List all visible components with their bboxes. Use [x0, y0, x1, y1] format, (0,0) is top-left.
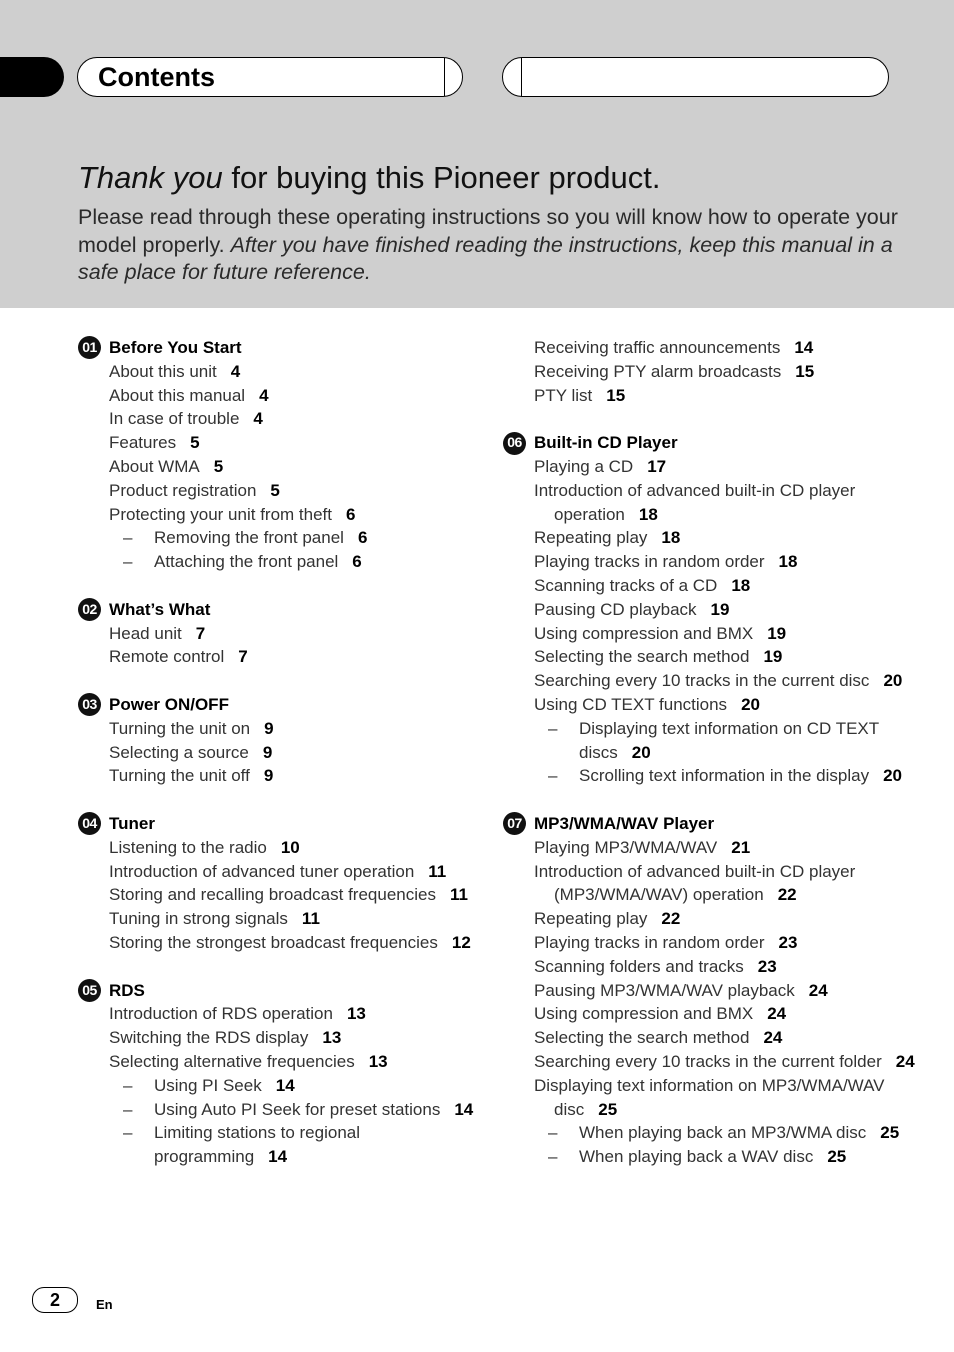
toc-page-number: 25	[827, 1147, 847, 1167]
section-title: Before You Start	[109, 338, 242, 357]
toc-item-text: Using PI Seek	[154, 1075, 262, 1095]
toc-item-text: Receiving traffic announcements	[534, 338, 781, 357]
toc-item[interactable]	[503, 574, 923, 598]
toc-page-number: 20	[883, 766, 903, 786]
toc-page-number: 9	[262, 742, 273, 762]
toc-item-text: Playing tracks in random order	[534, 552, 765, 572]
dash-bullet: –	[123, 552, 133, 572]
toc-item[interactable]	[503, 1002, 923, 1026]
toc-item[interactable]	[503, 1026, 923, 1050]
section-number-badge: 05	[78, 979, 101, 1002]
section-title: Tuner	[109, 813, 155, 833]
toc-section-heading[interactable]	[78, 979, 478, 1003]
toc-page-number: 4	[259, 385, 269, 405]
toc-page-number: 19	[763, 647, 783, 667]
toc-item-text: Head unit	[109, 623, 182, 643]
toc-page-number: 18	[661, 528, 681, 548]
toc-item[interactable]	[503, 1050, 923, 1074]
toc-page-number: 14	[268, 1147, 288, 1167]
toc-page-number: 18	[778, 552, 798, 572]
toc-item-text: Playing a CD	[534, 456, 634, 476]
toc-page-number: 24	[763, 1028, 783, 1048]
section-tab-marker	[0, 57, 64, 97]
toc-page-number: 11	[449, 885, 468, 905]
toc-right-sections	[503, 431, 923, 1169]
toc-item-text: Playing tracks in random order	[534, 932, 765, 952]
toc-item[interactable]	[78, 407, 478, 431]
toc-page-number: 6	[346, 504, 356, 524]
toc-page-number: 23	[778, 932, 798, 952]
contents-title-box	[77, 57, 463, 97]
toc-item-text: Selecting alternative frequencies	[109, 1051, 355, 1071]
dash-bullet: –	[548, 1147, 558, 1167]
toc-page-number: 7	[195, 623, 206, 643]
toc-subitem[interactable]	[78, 1074, 478, 1098]
toc-item-text: Displaying text information on CD TEXT discs	[579, 718, 879, 762]
page-title: Contents	[98, 62, 215, 92]
title-box-divider	[444, 58, 445, 96]
dash-bullet: –	[123, 528, 133, 548]
toc-item[interactable]	[503, 669, 923, 693]
toc-page-number: 9	[264, 718, 274, 738]
toc-section	[78, 812, 478, 955]
toc-item-text: Using compression and BMX	[534, 623, 754, 643]
toc-item-text: Features	[109, 433, 177, 453]
toc-continued-items	[503, 336, 923, 407]
toc-item-text: Attaching the front panel	[154, 552, 339, 572]
thank-you-italic: Thank you	[78, 160, 223, 195]
toc-page-number: 6	[352, 552, 362, 572]
toc-item[interactable]	[503, 598, 923, 622]
toc-item[interactable]	[78, 479, 478, 503]
toc-item[interactable]	[503, 979, 923, 1003]
toc-page-number: 14	[454, 1099, 474, 1119]
toc-page-number: 11	[301, 909, 320, 929]
toc-item[interactable]	[503, 860, 923, 908]
toc-page-number: 24	[808, 980, 828, 1000]
language-code: En	[96, 1297, 113, 1312]
toc-page-number: 13	[322, 1028, 342, 1048]
toc-page-number: 25	[598, 1099, 618, 1119]
intro-plain: Please read through these operating instructions so you will know how to operate your model properly.	[78, 205, 898, 257]
toc-item-text: Turning the unit on	[109, 718, 251, 738]
toc-item-text: Pausing CD playback	[534, 599, 697, 619]
toc-item[interactable]	[503, 384, 923, 408]
toc-page-number: 5	[190, 433, 200, 453]
toc-item-text: When playing back an MP3/WMA disc	[579, 1123, 867, 1143]
toc-item-text: Scanning tracks of a CD	[534, 575, 718, 595]
toc-page-number: 7	[238, 647, 248, 667]
dash-bullet: –	[548, 1123, 558, 1143]
section-number-badge: 03	[78, 693, 101, 716]
section-title: RDS	[109, 980, 145, 1000]
toc-item-text: Pausing MP3/WMA/WAV playback	[534, 980, 795, 1000]
toc-page-number: 5	[213, 456, 224, 476]
toc-page-number: 12	[451, 932, 471, 952]
toc-page-number: 22	[661, 909, 681, 929]
toc-item[interactable]	[78, 907, 478, 931]
toc-page-number: 24	[767, 1004, 787, 1024]
toc-page-number: 13	[368, 1051, 388, 1071]
toc-item-text: Tuning in strong signals	[109, 909, 288, 929]
toc-item[interactable]	[503, 1074, 923, 1122]
section-title: Power ON/OFF	[109, 694, 229, 714]
toc-page-number: 18	[731, 575, 751, 595]
toc-item-text: Repeating play	[534, 909, 648, 929]
section-title: What’s What	[109, 599, 211, 619]
section-title: Built-in CD Player	[534, 433, 678, 453]
toc-item[interactable]	[503, 693, 923, 717]
toc-subitem[interactable]	[503, 1121, 923, 1145]
toc-page-number: 14	[275, 1075, 295, 1095]
toc-page-number: 21	[731, 837, 751, 857]
toc-item[interactable]	[78, 717, 478, 741]
toc-page-number: 4	[253, 409, 263, 429]
dash-bullet: –	[123, 1099, 133, 1119]
toc-page-number: 20	[741, 694, 760, 714]
toc-item[interactable]	[503, 645, 923, 669]
toc-left-column	[78, 336, 478, 1193]
toc-item-text: Repeating play	[534, 528, 648, 548]
toc-section-heading[interactable]	[503, 431, 923, 455]
toc-page-number: 20	[631, 742, 651, 762]
toc-item-text: Introduction of RDS operation	[109, 1004, 333, 1024]
toc-item-text: Limiting stations to regional programming	[154, 1123, 361, 1167]
section-number-badge: 06	[503, 432, 526, 455]
toc-page-number: 20	[883, 671, 903, 691]
toc-item-text: About WMA	[109, 456, 200, 476]
toc-page-number: 11	[428, 861, 447, 881]
toc-page-number: 6	[357, 528, 368, 548]
toc-page-number: 4	[230, 361, 241, 381]
toc-item[interactable]	[78, 622, 478, 646]
toc-section	[78, 693, 478, 788]
thank-you-rest: for buying this Pioneer product.	[222, 160, 661, 195]
toc-page-number: 15	[606, 385, 626, 405]
toc-item-text: Searching every 10 tracks in the current disc	[534, 671, 870, 691]
toc-subitem[interactable]	[78, 1121, 478, 1169]
toc-item[interactable]	[78, 360, 478, 384]
toc-section	[78, 336, 478, 574]
toc-item-text: Playing MP3/WMA/WAV	[534, 837, 718, 857]
toc-page-number: 22	[777, 885, 797, 905]
toc-page-number: 19	[710, 599, 730, 619]
toc-subitem[interactable]	[503, 764, 923, 788]
toc-item[interactable]	[503, 550, 923, 574]
toc-page-number: 10	[280, 837, 300, 857]
toc-item-text: Protecting your unit from theft	[109, 504, 332, 524]
toc-subitem[interactable]	[78, 526, 478, 550]
toc-subitem[interactable]	[78, 550, 478, 574]
toc-subitem[interactable]	[503, 1145, 923, 1169]
toc-item-text: Introduction of advanced built-in CD player (MP3/WMA/WAV) operation	[534, 861, 856, 905]
toc-item-text: Selecting the search method	[534, 1028, 750, 1048]
toc-item[interactable]	[78, 883, 478, 907]
toc-item[interactable]	[78, 645, 478, 669]
toc-item-text: Using compression and BMX	[534, 1004, 754, 1024]
toc-item[interactable]	[503, 836, 923, 860]
toc-item-text: Scrolling text information in the display	[579, 766, 870, 786]
toc-item[interactable]	[78, 384, 478, 408]
toc-item-text: Searching every 10 tracks in the current folder	[534, 1051, 882, 1071]
toc-item[interactable]	[78, 931, 478, 955]
toc-item[interactable]	[503, 526, 923, 550]
toc-item-text: PTY list	[534, 385, 593, 405]
toc-item[interactable]	[503, 336, 923, 360]
thank-you-heading	[78, 158, 918, 198]
toc-subitem[interactable]	[78, 1098, 478, 1122]
toc-item[interactable]	[503, 622, 923, 646]
page-number: 2	[32, 1287, 78, 1313]
toc-page-number: 13	[346, 1004, 366, 1024]
section-number-badge: 01	[78, 336, 101, 359]
dash-bullet: –	[123, 1123, 133, 1143]
toc-item-text: Listening to the radio	[109, 837, 267, 857]
toc-item-text: Selecting the search method	[534, 647, 750, 667]
toc-item[interactable]	[78, 1050, 478, 1074]
toc-item-text: About this unit	[109, 361, 217, 381]
toc-item[interactable]	[503, 907, 923, 931]
toc-section	[78, 598, 478, 669]
toc-item-text: Switching the RDS display	[109, 1028, 309, 1048]
toc-page-number: 9	[263, 766, 274, 786]
toc-item[interactable]	[78, 503, 478, 527]
toc-item-text: Using CD TEXT functions	[534, 694, 728, 714]
toc-item-text: Remote control	[109, 647, 225, 667]
toc-subitem[interactable]	[503, 717, 923, 765]
toc-section-heading[interactable]	[503, 812, 923, 836]
toc-item[interactable]	[78, 836, 478, 860]
intro-italic: After you have finished reading the instructions, keep this manual in a safe place for future reference.	[78, 232, 893, 284]
toc-item-text: Turning the unit off	[109, 766, 250, 786]
toc-page-number: 14	[794, 338, 814, 357]
toc-section	[503, 812, 923, 1169]
dash-bullet: –	[548, 718, 558, 738]
toc-section-heading[interactable]	[78, 812, 478, 836]
toc-item-text: Selecting a source	[109, 742, 249, 762]
toc-page-number: 17	[647, 456, 667, 476]
section-number-badge: 02	[78, 598, 101, 621]
toc-item-text: About this manual	[109, 385, 246, 405]
toc-page-number: 19	[767, 623, 787, 643]
toc-item-text: Storing and recalling broadcast frequencies	[109, 885, 436, 905]
toc-item[interactable]	[78, 455, 478, 479]
toc-section-heading[interactable]	[78, 336, 478, 360]
toc-section	[503, 431, 923, 788]
toc-item-text: When playing back a WAV disc	[579, 1147, 814, 1167]
toc-page-number: 24	[895, 1051, 915, 1071]
toc-item[interactable]	[503, 360, 923, 384]
toc-item-text: Introduction of advanced built-in CD player operation	[534, 480, 856, 524]
toc-item[interactable]	[78, 1002, 478, 1026]
section-title: MP3/WMA/WAV Player	[534, 813, 715, 833]
toc-item-text: Storing the strongest broadcast frequencies	[109, 932, 438, 952]
toc-section-heading[interactable]	[78, 693, 478, 717]
toc-item[interactable]	[78, 764, 478, 788]
toc-item-text: Displaying text information on MP3/WMA/WAV disc	[534, 1075, 885, 1119]
toc-item-text: Removing the front panel	[154, 528, 344, 548]
toc-right-column	[503, 336, 923, 1193]
toc-item[interactable]	[503, 931, 923, 955]
toc-item[interactable]	[78, 1026, 478, 1050]
section-number-badge: 07	[503, 812, 526, 835]
toc-item-text: Introduction of advanced tuner operation	[109, 861, 415, 881]
toc-section	[78, 979, 478, 1169]
toc-page-number: 25	[880, 1123, 900, 1143]
dash-bullet: –	[548, 766, 558, 786]
dash-bullet: –	[123, 1075, 133, 1095]
toc-item[interactable]	[78, 860, 478, 884]
toc-page-number: 5	[270, 480, 280, 500]
toc-item[interactable]	[78, 741, 478, 765]
toc-item[interactable]	[78, 431, 478, 455]
toc-item-text: Receiving PTY alarm broadcasts	[534, 361, 782, 381]
intro-paragraph	[78, 204, 898, 287]
blank-title-box	[502, 57, 889, 97]
toc-item-text: In case of trouble	[109, 409, 240, 429]
toc-page-number: 18	[638, 504, 658, 524]
toc-item-text: Using Auto PI Seek for preset stations	[154, 1099, 441, 1119]
section-number-badge: 04	[78, 812, 101, 835]
toc-page-number: 23	[757, 956, 777, 976]
toc-section-heading[interactable]	[78, 598, 478, 622]
toc-item[interactable]	[503, 955, 923, 979]
toc-item-text: Scanning folders and tracks	[534, 956, 744, 976]
toc-item[interactable]	[503, 455, 923, 479]
toc-item-text: Product registration	[109, 480, 257, 500]
title-box-divider	[521, 58, 522, 96]
toc-page-number: 15	[795, 361, 815, 381]
toc-item[interactable]	[503, 479, 923, 527]
